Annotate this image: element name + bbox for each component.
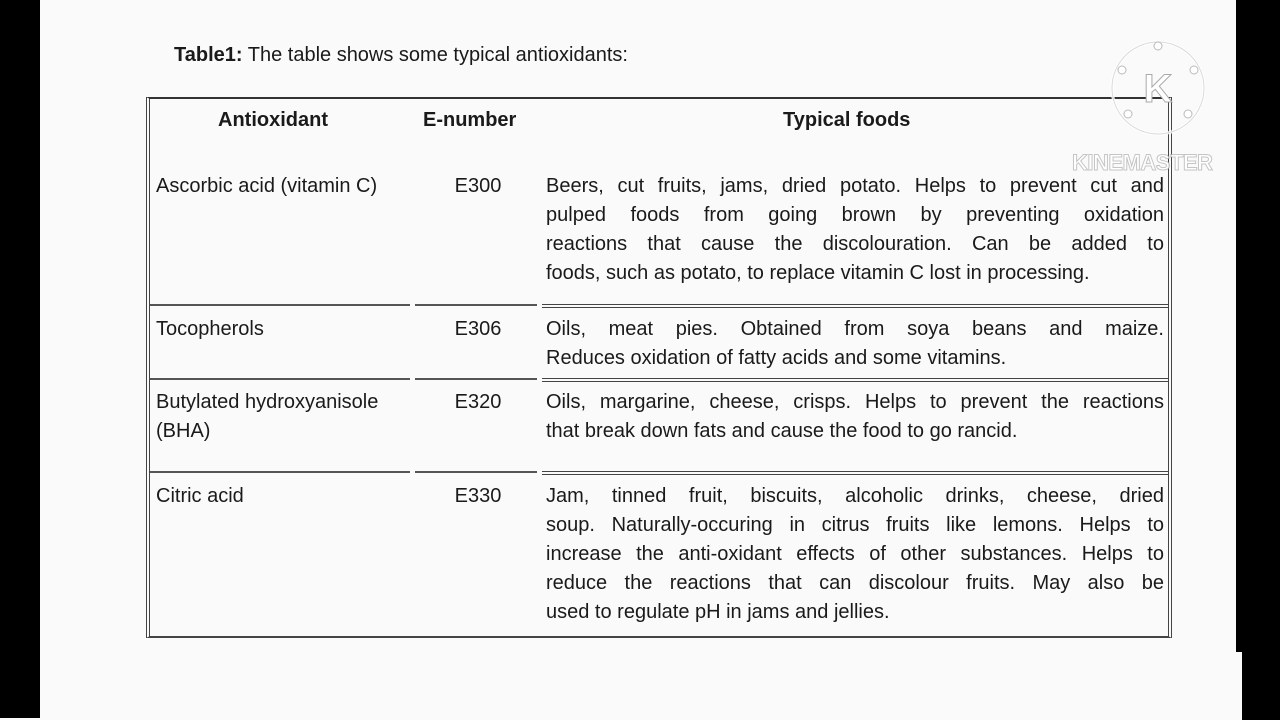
row-4-e-number: E330 [454, 485, 502, 507]
row-divider [542, 378, 1168, 382]
row-divider [415, 378, 537, 380]
desc-line: Oils, margarine, cheese, crisps. Helps to prevent the reactions [546, 391, 1164, 413]
row-divider [415, 471, 537, 473]
row-2-typical-foods [546, 315, 1164, 373]
kinemaster-logo-icon [1100, 40, 1220, 140]
table-caption [174, 44, 628, 67]
desc-line: reduce the reactions that can discolour fruits. May also be [546, 572, 1164, 594]
row-divider [415, 304, 537, 306]
desc-line: Jam, tinned fruit, biscuits, alcoholic drinks, cheese, dried [546, 485, 1164, 507]
row-divider [542, 471, 1168, 475]
row-3-typical-foods [546, 388, 1164, 446]
row-divider [150, 378, 410, 380]
caption-label: Table1: [174, 44, 243, 66]
desc-line: increase the anti-oxidant effects of other substances. Helps to [546, 543, 1164, 565]
kinemaster-watermark-text: KINEMASTER [1072, 150, 1213, 175]
desc-line: that break down fats and cause the food to go rancid. [546, 420, 1018, 442]
row-divider [150, 471, 410, 473]
desc-line: reactions that cause the discolouration. Can be added to [546, 233, 1164, 255]
svg-text:K: K [1143, 67, 1173, 111]
name-line: Butylated hydroxyanisole [156, 391, 379, 413]
row-4-antioxidant [156, 482, 416, 511]
row-3-e-number: E320 [454, 391, 502, 413]
row-2-e-number: E306 [454, 318, 502, 340]
desc-line: foods, such as potato, to replace vitamin C lost in processing. [546, 262, 1090, 284]
desc-line: Oils, meat pies. Obtained from soya beans and maize. [546, 318, 1164, 340]
header-typical-foods: Typical foods [783, 109, 911, 131]
name-line: Ascorbic acid (vitamin C) [156, 175, 378, 197]
header-antioxidant: Antioxidant [218, 109, 328, 131]
row-1-e-number: E300 [454, 175, 502, 197]
desc-line: pulped foods from going brown by preventing oxidation [546, 204, 1164, 226]
desc-line: Beers, cut fruits, jams, dried potato. Helps to prevent cut and [546, 175, 1164, 197]
row-divider [542, 304, 1168, 308]
desc-line: soup. Naturally-occuring in citrus fruits like lemons. Helps to [546, 514, 1164, 536]
name-line: Citric acid [156, 485, 244, 507]
row-divider [150, 304, 410, 306]
desc-line: Reduces oxidation of fatty acids and some vitamins. [546, 347, 1007, 369]
name-line: (BHA) [156, 420, 211, 442]
row-1-typical-foods [546, 172, 1164, 288]
row-3-antioxidant [156, 388, 416, 446]
name-line: Tocopherols [156, 318, 264, 340]
page-edge-strip [1236, 652, 1242, 720]
header-e-number: E-number [423, 109, 517, 131]
caption-text: The table shows some typical antioxidants: [242, 44, 628, 66]
antioxidants-table [146, 97, 1172, 638]
row-1-antioxidant [156, 172, 416, 201]
desc-line: used to regulate pH in jams and jellies. [546, 601, 890, 623]
row-4-typical-foods [546, 482, 1164, 627]
row-2-antioxidant [156, 315, 416, 344]
